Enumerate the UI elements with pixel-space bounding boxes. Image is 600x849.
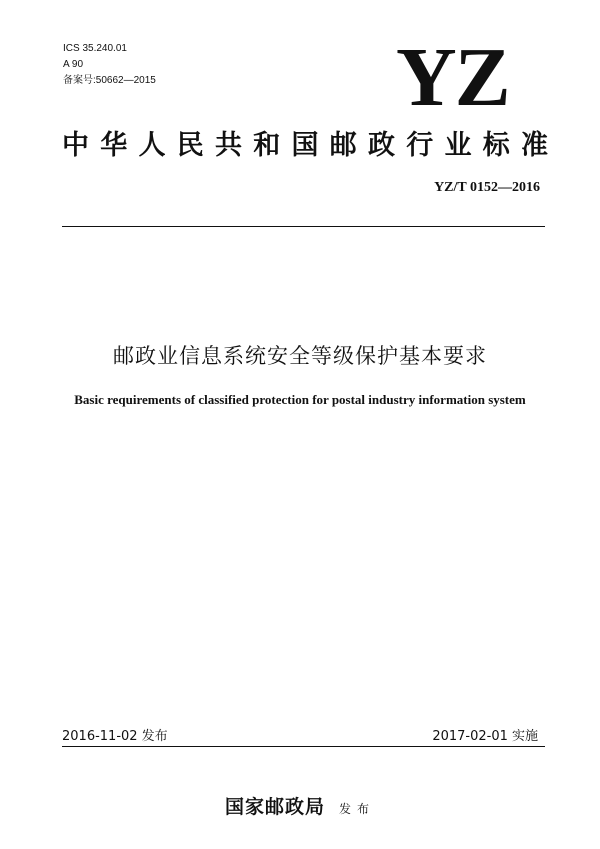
ics-code: ICS 35.240.01 — [63, 43, 127, 54]
issuer-line — [0, 792, 600, 819]
standard-number: YZ/T 0152—2016 — [434, 180, 540, 195]
footer-divider — [62, 746, 545, 747]
document-title-english: Basic requirements of classified protection for postal industry information system — [74, 392, 526, 407]
publish-date: 2016-11-02 发布 — [62, 729, 168, 744]
implement-date: 2017-02-01 实施 — [432, 729, 538, 744]
record-number: 备案号:50662—2015 — [63, 75, 156, 86]
issuer-verb: 发布 — [339, 802, 376, 816]
issuer-name: 国家邮政局 — [224, 796, 325, 818]
yz-logo: YZ — [396, 31, 509, 124]
document-title-chinese: 邮政业信息系统安全等级保护基本要求 — [113, 344, 487, 368]
standard-organization-title: 中华人民共和国邮政行业标准 — [62, 130, 548, 161]
classification-code: A 90 — [63, 59, 84, 70]
header-divider — [62, 226, 545, 227]
